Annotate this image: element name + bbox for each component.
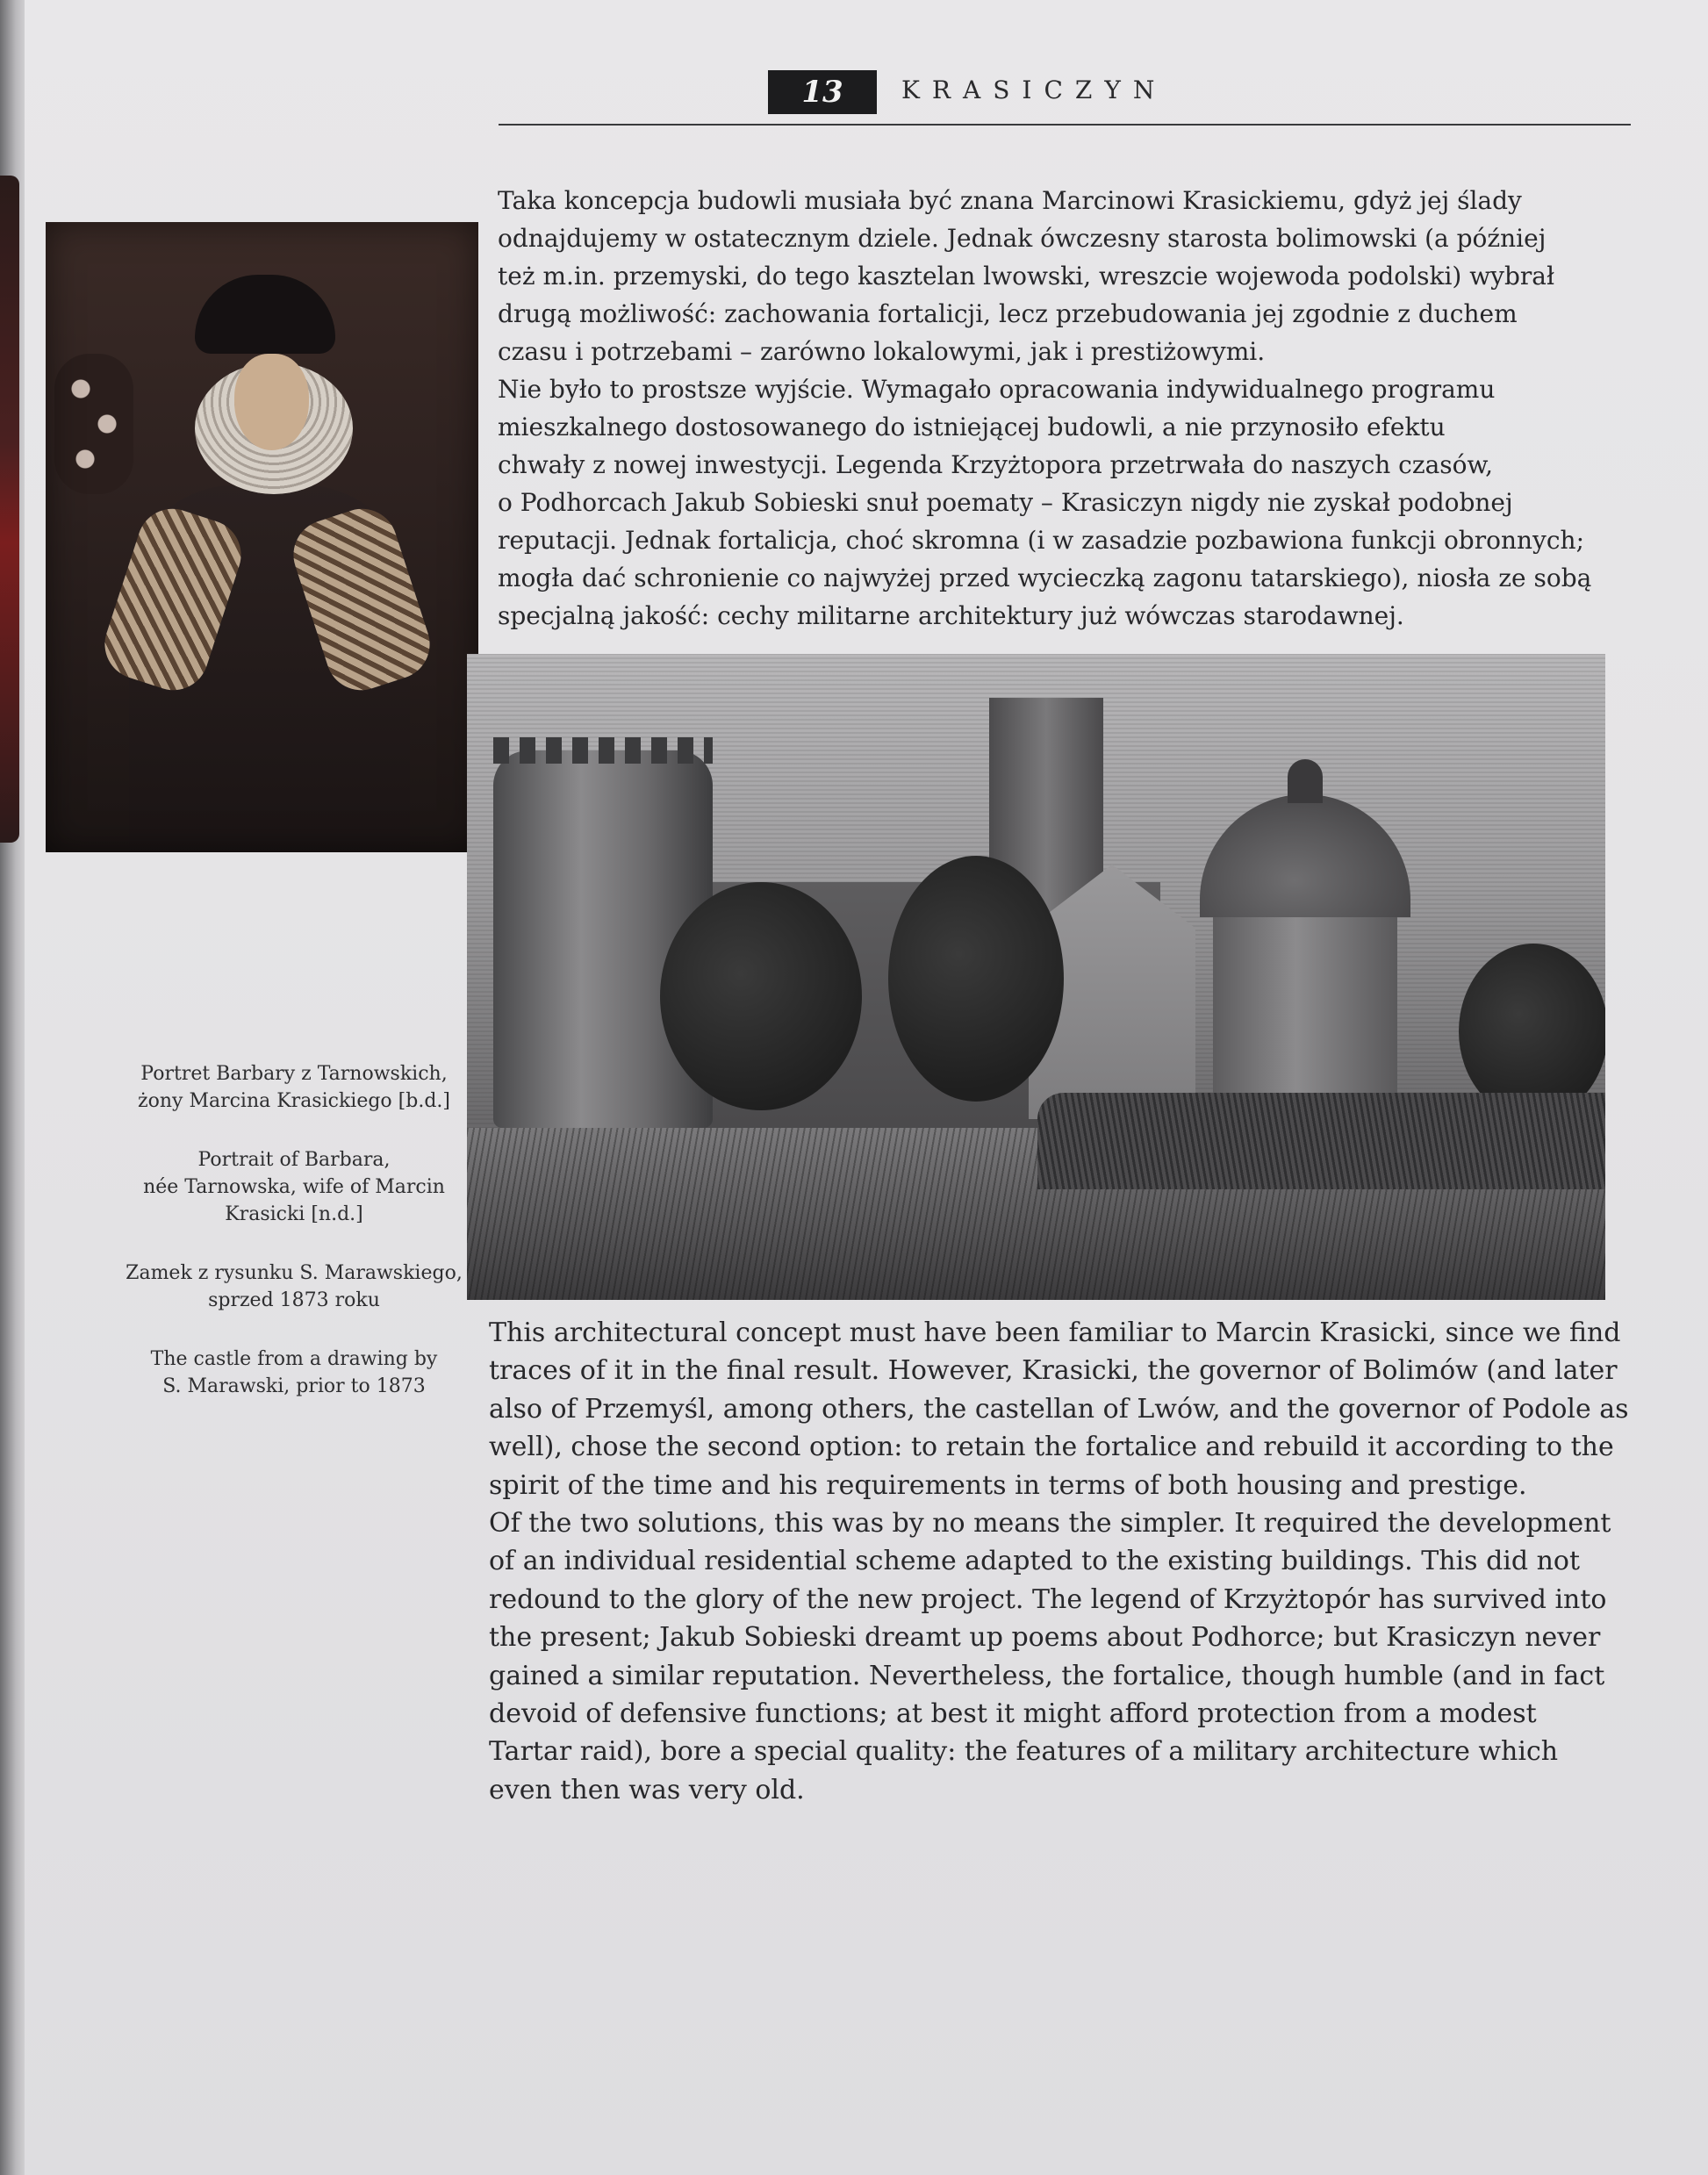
text-line: Of the two solutions, this was by no means the simpler. It required the development: [489, 1508, 1611, 1540]
text-line: mogła dać schronienie co najwyżej przed wycieczką zagonu tatarskiego), niosła ze sobą: [498, 563, 1592, 592]
castle-engraving: [467, 654, 1605, 1300]
caption-castle-pl: [101, 1260, 487, 1314]
caption-line: Portret Barbary z Tarnowskich,: [140, 1063, 448, 1085]
caption-line: Zamek z rysunku S. Marawskiego,: [126, 1262, 463, 1284]
caption-line: S. Marawski, prior to 1873: [162, 1375, 426, 1397]
text-line: spirit of the time and his requirements in terms of both housing and prestige.: [489, 1469, 1527, 1501]
text-line: also of Przemyśl, among others, the castellan of Lwów, and the governor of Podole as: [489, 1393, 1629, 1425]
text-line: of an individual residential scheme adapted to the existing buildings. This did not: [489, 1546, 1581, 1577]
caption-line: née Tarnowska, wife of Marcin: [143, 1176, 445, 1198]
castle-dome-lantern: [1288, 759, 1323, 803]
running-title: KRASICZYN: [901, 75, 1167, 104]
page-number: 13: [768, 70, 877, 114]
engraving-hedge: [1037, 1093, 1605, 1189]
caption-portrait-en: [101, 1146, 487, 1228]
caption-line: Krasicki [n.d.]: [225, 1203, 363, 1225]
caption-line: żony Marcina Krasickiego [b.d.]: [138, 1090, 450, 1112]
text-line: traces of it in the final result. However, Krasicki, the governor of Bolimów (and later: [489, 1355, 1618, 1387]
text-line: reputacji. Jednak fortalicja, choć skromna (i w zasadzie pozbawiona funkcji obronnych;: [498, 526, 1585, 555]
caption-castle-en: [101, 1346, 487, 1400]
text-line: This architectural concept must have been familiar to Marcin Krasicki, since we find: [489, 1317, 1621, 1348]
text-line: też m.in. przemyski, do tego kasztelan lwowski, wreszcie wojewoda podolski) wybrał: [498, 262, 1555, 291]
text-line: redound to the glory of the new project. The legend of Krzyżtopór has survived into: [489, 1583, 1607, 1615]
text-line: specjalną jakość: cechy militarne architektury już wówczas starodawnej.: [498, 601, 1404, 630]
text-line: odnajdujemy w ostatecznym dziele. Jednak ówczesny starosta bolimowski (a później: [498, 224, 1547, 253]
portrait-vignette: [46, 222, 478, 852]
caption-portrait-pl: [101, 1060, 487, 1115]
previous-page-strip: [0, 176, 19, 843]
portrait-painting: [46, 222, 478, 852]
text-line: Nie było to prostsze wyjście. Wymagało opracowania indywidualnego programu: [498, 375, 1496, 404]
text-line: Taka koncepcja budowli musiała być znana Marcinowi Krasickiemu, gdyż jej ślady: [498, 186, 1522, 215]
polish-text: [498, 182, 1639, 635]
caption-line: The castle from a drawing by: [150, 1348, 438, 1370]
english-text: [489, 1314, 1647, 1809]
text-line: well), chose the second option: to retain the fortalice and rebuild it according to the: [489, 1432, 1614, 1463]
text-line: even then was very old.: [489, 1774, 805, 1805]
engraving-tree: [660, 882, 862, 1110]
text-line: the present; Jakub Sobieski dreamt up poems about Podhorce; but Krasiczyn never: [489, 1622, 1601, 1654]
engraving-tree: [888, 856, 1064, 1102]
text-line: czasu i potrzebami – zarówno lokalowymi, jak i prestiżowymi.: [498, 337, 1266, 366]
text-line: Tartar raid), bore a special quality: the features of a military architecture which: [489, 1736, 1559, 1768]
text-line: drugą możliwość: zachowania fortalicji, lecz przebudowania jej zgodnie z duchem: [498, 299, 1518, 328]
caption-line: Portrait of Barbara,: [197, 1149, 391, 1171]
text-line: mieszkalnego dostosowanego do istniejącej budowli, a nie przynosiło efektu: [498, 413, 1446, 441]
text-line: o Podhorcach Jakub Sobieski snuł poematy – Krasiczyn nigdy nie zyskał podobnej: [498, 488, 1513, 517]
text-line: devoid of defensive functions; at best it might afford protection from a modest: [489, 1698, 1537, 1730]
header-rule: [499, 124, 1631, 126]
caption-line: sprzed 1873 roku: [208, 1289, 380, 1311]
text-line: chwały z nowej inwestycji. Legenda Krzyżtopora przetrwała do naszych czasów,: [498, 450, 1494, 479]
text-line: gained a similar reputation. Nevertheless, the fortalice, though humble (and in fact: [489, 1660, 1605, 1691]
castle-battlements: [493, 737, 713, 764]
